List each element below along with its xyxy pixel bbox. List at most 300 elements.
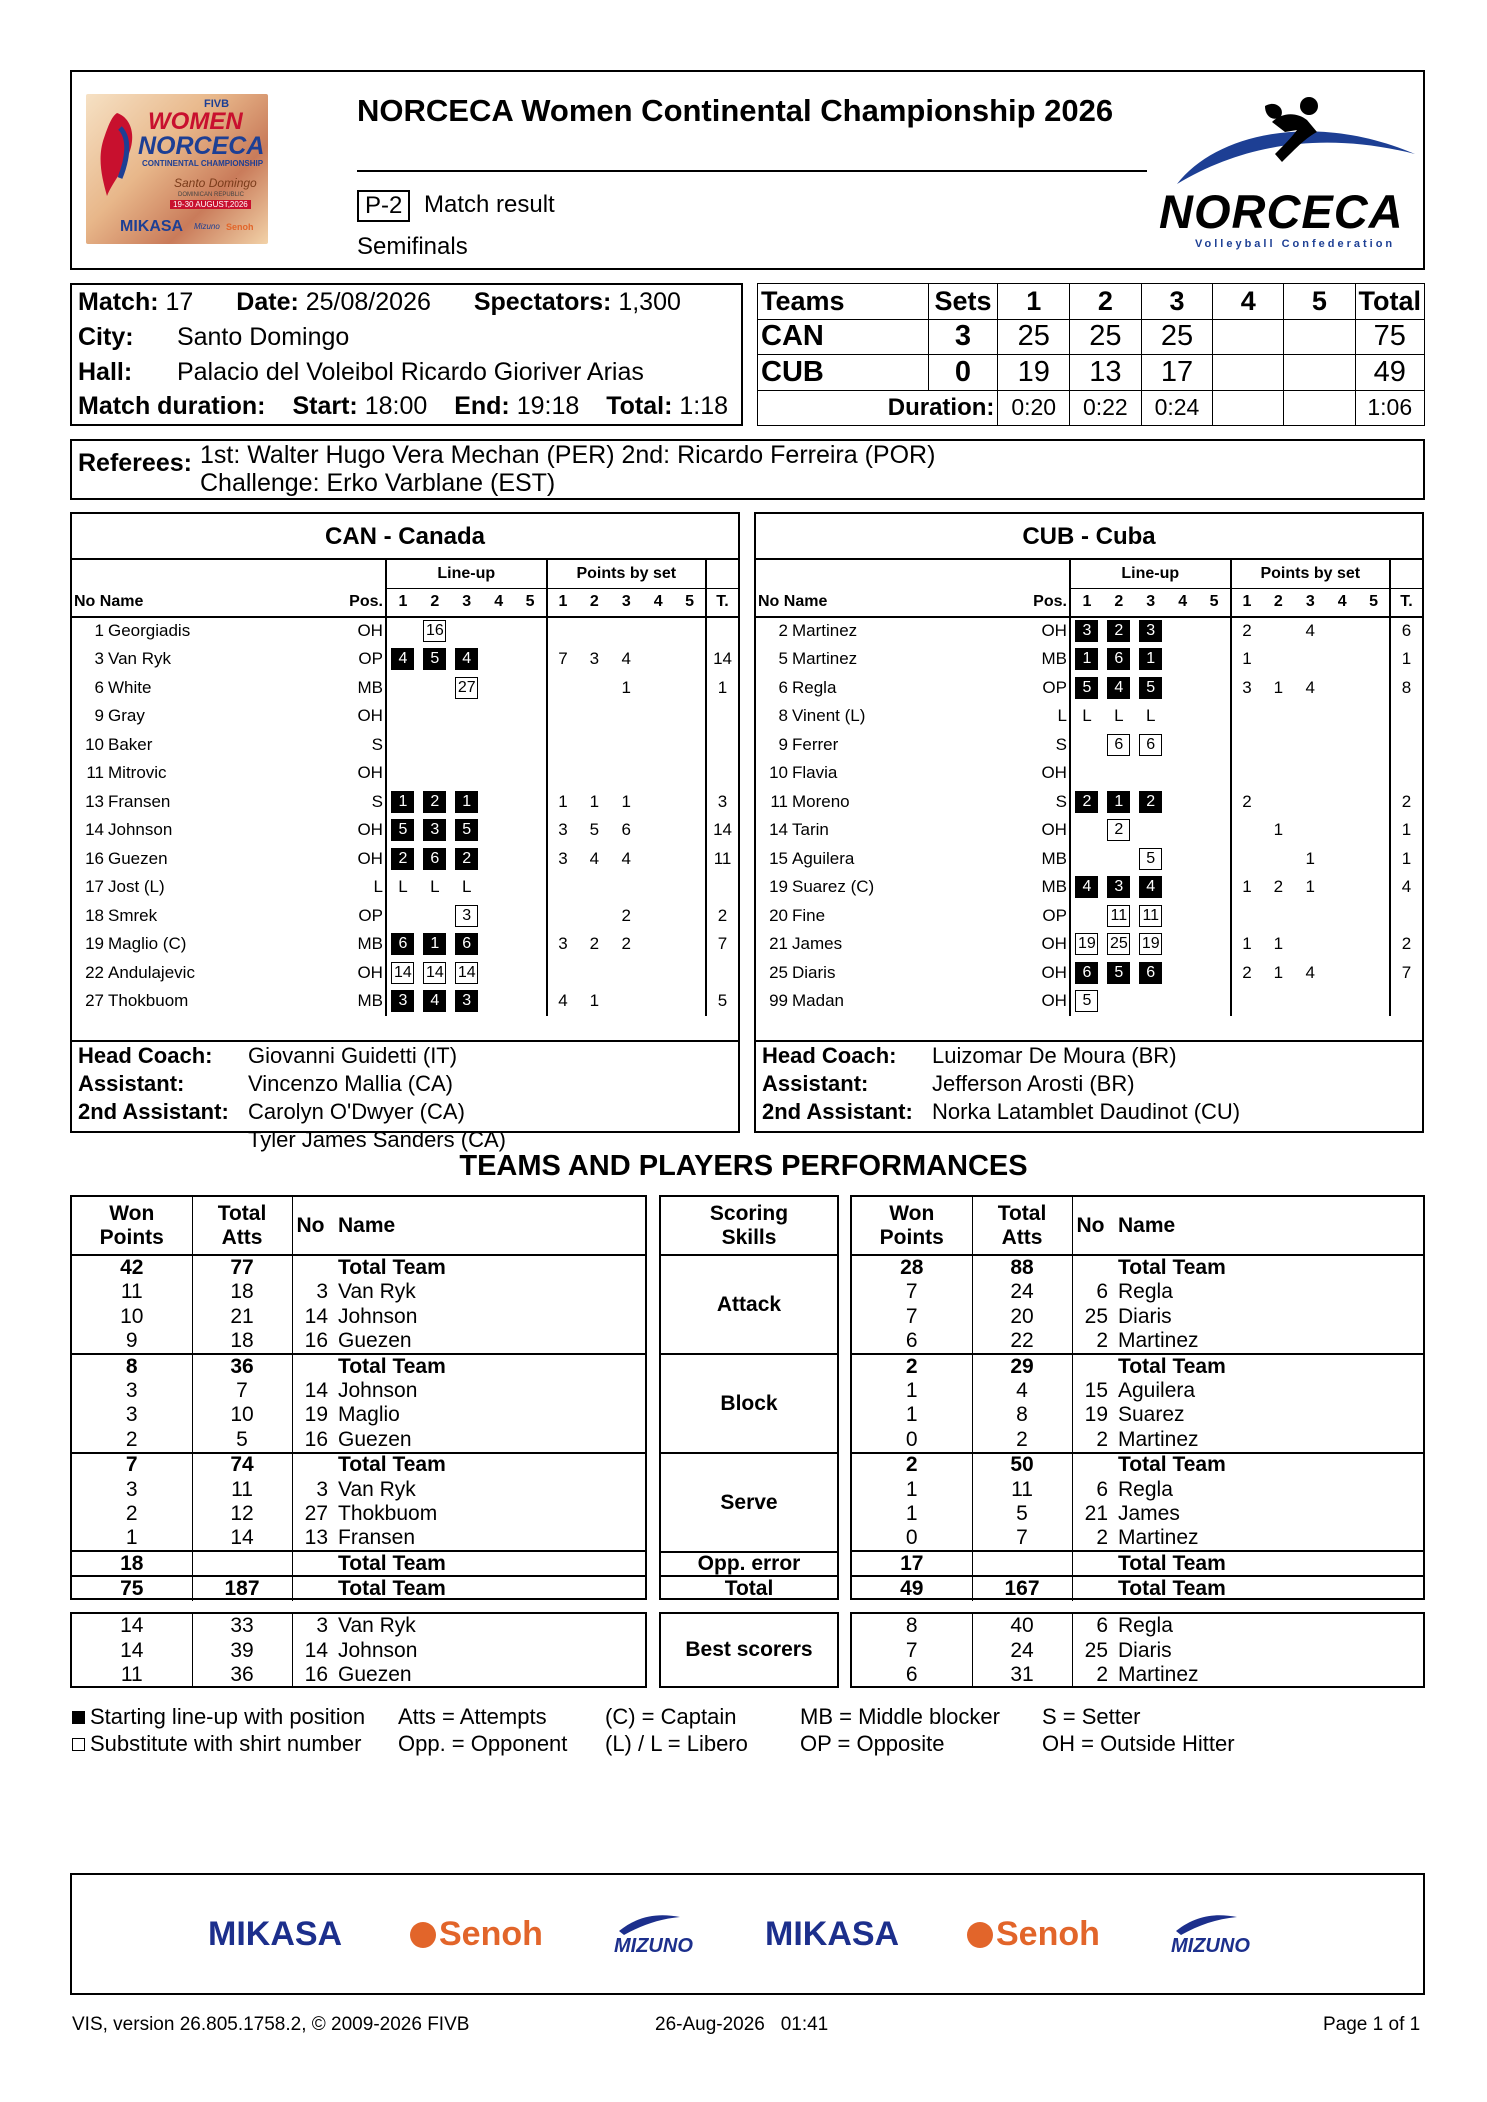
- player-row: [756, 702, 1422, 731]
- lineup-cell: [1103, 845, 1135, 874]
- set-points: [1326, 731, 1358, 760]
- lineup-set-col: 5: [1209, 593, 1219, 610]
- total-atts: 22: [972, 1329, 1072, 1354]
- player-name: Johnson: [108, 820, 173, 840]
- starting-position-badge: 2: [391, 848, 414, 870]
- player-row: [756, 987, 1422, 1016]
- lineup-cell: [451, 959, 483, 988]
- set-duration: [1213, 390, 1284, 426]
- player-number: 99: [769, 991, 788, 1011]
- set-points: [642, 674, 674, 703]
- player-name: James: [1118, 1502, 1180, 1526]
- player-number: 15: [1084, 1378, 1108, 1402]
- substitute-badge: 2: [1107, 819, 1130, 841]
- won-points: 0: [852, 1428, 972, 1453]
- lineup-cell: [1070, 816, 1103, 845]
- starting-position-badge: 6: [391, 933, 414, 955]
- set-points: [642, 731, 674, 760]
- set-points: [1294, 930, 1326, 959]
- player-position: S: [1055, 791, 1067, 811]
- lineup-cell: [1135, 702, 1167, 731]
- total-team-label: Total Team: [338, 1453, 446, 1477]
- player-position: MB: [357, 677, 383, 697]
- lineup-cell: [515, 845, 547, 874]
- player-number: 2: [1096, 1526, 1108, 1550]
- starting-position-badge: 5: [1139, 677, 1162, 699]
- lineup-cell: [1070, 959, 1103, 988]
- lineup-cell: [1135, 816, 1167, 845]
- player-number: [1072, 1576, 1114, 1601]
- set-points: [610, 759, 642, 788]
- norceca-tagline: Volleyball Confederation: [1195, 238, 1396, 250]
- player-name: Aguilera: [1118, 1378, 1196, 1402]
- total-atts: 5: [972, 1502, 1072, 1527]
- starting-position-badge: 3: [1075, 620, 1098, 642]
- starting-position-badge: 5: [455, 819, 478, 841]
- lineup-set-col: 5: [525, 593, 535, 610]
- legend-item: Starting line-up with position: [90, 1704, 366, 1729]
- set-points: 1: [1231, 645, 1263, 674]
- player-position: OH: [357, 820, 383, 840]
- set-points: 1: [1305, 877, 1316, 897]
- set-points: [642, 959, 674, 988]
- set-points: [547, 902, 579, 931]
- starting-position-badge: 1: [1075, 648, 1098, 670]
- lineup-cell: [1070, 930, 1103, 959]
- lineup-cell: [451, 816, 483, 845]
- player-name: Diaris: [1118, 1638, 1172, 1662]
- set-points: 1: [1305, 848, 1316, 868]
- set-points: [578, 959, 610, 988]
- player-position: OH: [1041, 621, 1067, 641]
- lineup-cell: [483, 873, 515, 902]
- lineup-cell: [1103, 930, 1135, 959]
- set-points: [674, 788, 706, 817]
- norceca-logo-text: NORCECA: [1159, 185, 1404, 238]
- substitute-badge: 14: [391, 962, 414, 984]
- won-points: 1: [72, 1527, 192, 1552]
- total-team-label: Total Team: [338, 1354, 446, 1378]
- total-time: 1:18: [679, 392, 729, 420]
- lineup-cell: [1199, 930, 1231, 959]
- set-points: [1326, 873, 1358, 902]
- lineup-cell: [451, 731, 483, 760]
- points-set-col: 2: [1273, 593, 1283, 610]
- sets-col-4: 4: [1213, 284, 1284, 320]
- roster-body: [72, 617, 738, 1016]
- lineup-cell: [1167, 788, 1199, 817]
- roster-group-header: [756, 560, 1422, 588]
- total-points: 8: [1390, 674, 1422, 703]
- set-points: [1262, 645, 1294, 674]
- staff-row: [762, 1070, 1135, 1098]
- player-number: 19: [304, 1403, 328, 1427]
- set-duration: 0:22: [1070, 390, 1142, 426]
- set-points: 2: [1231, 617, 1263, 646]
- lineup-cell: [419, 674, 451, 703]
- lineup-cell: [1103, 788, 1135, 817]
- starting-position-badge: 3: [423, 819, 446, 841]
- skill-attack: Attack: [716, 1292, 782, 1316]
- lineup-cell: [451, 788, 483, 817]
- player-number: 19: [1084, 1403, 1108, 1427]
- total-atts: 31: [972, 1663, 1072, 1688]
- won-points: 8: [852, 1614, 972, 1639]
- lineup-set-col: 1: [386, 588, 419, 617]
- player-row: [72, 759, 738, 788]
- total-team-label: Total Team: [1118, 1255, 1226, 1279]
- player-number: 13: [85, 791, 104, 811]
- mizuno-runbird-icon: [614, 1911, 684, 1935]
- lineup-cell: [386, 645, 419, 674]
- lineup-cell: [1167, 617, 1199, 646]
- starting-position-badge: 2: [455, 848, 478, 870]
- lineup-set-col: 2: [430, 593, 440, 610]
- roster-col-header: [72, 588, 738, 617]
- starting-position-badge: 1: [391, 791, 414, 813]
- player-cell: [756, 959, 1070, 988]
- total-team-label: Total Team: [1118, 1453, 1226, 1477]
- lineup-cell: [483, 930, 515, 959]
- set-points: [1326, 902, 1358, 931]
- skill-serve: Serve: [720, 1490, 778, 1514]
- lineup-cell: [1135, 674, 1167, 703]
- set-points: 1: [1231, 873, 1263, 902]
- player-position: OH: [1041, 763, 1067, 783]
- sets-score-box: [757, 283, 1425, 426]
- player-row: [756, 788, 1422, 817]
- player-name: Guezen: [338, 1427, 412, 1451]
- substitute-badge: 19: [1075, 933, 1098, 955]
- lineup-cell: [386, 930, 419, 959]
- set-points: [674, 816, 706, 845]
- staff-divider: [72, 1040, 738, 1042]
- set-points: 2: [589, 934, 600, 954]
- set-points: [642, 987, 674, 1016]
- starting-position-badge: 5: [1107, 962, 1130, 984]
- lineup-cell: [386, 759, 419, 788]
- best-scorer-row: [72, 1639, 645, 1664]
- player-row: [756, 959, 1422, 988]
- player-position: OH: [357, 706, 383, 726]
- mizuno-text: MIZUNO: [614, 1935, 693, 1957]
- mikasa-logo: MIKASA: [208, 1915, 343, 1953]
- set-points: [1326, 930, 1358, 959]
- player-number: [292, 1551, 334, 1576]
- perf-row: [72, 1329, 645, 1354]
- lineup-cell: [1070, 759, 1103, 788]
- player-name: Flavia: [792, 763, 838, 783]
- best-scorer-row: [72, 1614, 645, 1639]
- player-position: OH: [357, 962, 383, 982]
- total-points: [706, 617, 738, 646]
- set-score: 25: [1070, 319, 1142, 355]
- lineup-cell: [483, 731, 515, 760]
- lineup-cell: [1199, 788, 1231, 817]
- total-points: [706, 873, 738, 902]
- set-score: [1213, 355, 1284, 391]
- starting-position-badge: 4: [1107, 677, 1130, 699]
- set-points: [578, 731, 610, 760]
- player-name: Fine: [792, 905, 826, 925]
- lineup-cell: [451, 930, 483, 959]
- points-set-col: 2: [589, 593, 599, 610]
- player-position: OH: [1041, 991, 1067, 1011]
- total-atts: 24: [972, 1280, 1072, 1305]
- lineup-cell: [1199, 816, 1231, 845]
- roster-col-header: [756, 588, 1422, 617]
- start-time: 18:00: [364, 392, 428, 420]
- event-title: NORCECA Women Continental Championship 2026: [357, 93, 1114, 128]
- won-points: 2: [72, 1428, 192, 1453]
- perf-table-cub: [852, 1197, 1423, 1601]
- sets-won: 0: [928, 355, 998, 391]
- substitute-badge: 5: [1139, 848, 1162, 870]
- player-name: Van Ryk: [338, 1477, 416, 1501]
- sets-row-cub: [758, 355, 1425, 391]
- player-number: 16: [85, 848, 104, 868]
- total-points: 14: [706, 645, 738, 674]
- player-position: OH: [357, 848, 383, 868]
- points-set-col: 3: [1305, 593, 1315, 610]
- player-cell: [72, 731, 386, 760]
- player-number: 21: [1084, 1502, 1108, 1526]
- sets-col-2: 2: [1070, 284, 1142, 320]
- sets-col-5: 5: [1284, 284, 1355, 320]
- logo-fivb-text: FIVB: [204, 98, 230, 110]
- starting-position-badge: 1: [423, 933, 446, 955]
- lineup-cell: [1135, 645, 1167, 674]
- hall-label: Hall:: [78, 358, 133, 386]
- lineup-cell: [1070, 873, 1103, 902]
- player-number: 17: [85, 877, 104, 897]
- points-set-col: 5: [1369, 593, 1379, 610]
- player-number: 14: [304, 1378, 328, 1402]
- total-points: [706, 731, 738, 760]
- total-points: [706, 702, 738, 731]
- total-atts: 36: [192, 1663, 292, 1688]
- libero-marker: L: [1146, 706, 1156, 726]
- lineup-cell: [419, 930, 451, 959]
- player-name: Martinez: [1118, 1526, 1199, 1550]
- set-points: [547, 873, 579, 902]
- total-atts: 10: [192, 1403, 292, 1428]
- set-points: [578, 873, 610, 902]
- legend-item: Opp. = Opponent: [398, 1731, 568, 1756]
- player-position: OP: [358, 649, 383, 669]
- won-points: 14: [72, 1614, 192, 1639]
- title-divider: [357, 170, 1147, 172]
- won-points: 7: [852, 1280, 972, 1305]
- player-position: S: [371, 734, 383, 754]
- staff-role: Assistant:: [762, 1071, 869, 1096]
- set-points: [1262, 731, 1294, 760]
- set-points: [1358, 930, 1390, 959]
- player-name: Madan: [792, 991, 844, 1011]
- total-atts: 21: [192, 1304, 292, 1329]
- set-points: [1326, 645, 1358, 674]
- starting-position-badge: 5: [1075, 677, 1098, 699]
- player-name: Guezen: [108, 848, 168, 868]
- starting-position-badge: 5: [423, 648, 446, 670]
- total-atts: [192, 1551, 292, 1576]
- perf-row: [72, 1527, 645, 1552]
- player-number: 1: [94, 621, 104, 641]
- substitute-badge: 14: [423, 962, 446, 984]
- perf-body: [852, 1255, 1423, 1601]
- lineup-cell: [515, 674, 547, 703]
- player-row: [756, 759, 1422, 788]
- team-title: CUB - Cuba: [756, 514, 1422, 560]
- set-duration: [1284, 390, 1355, 426]
- set-points: [578, 674, 610, 703]
- player-row: [756, 617, 1422, 646]
- name-header: Name: [1118, 1213, 1176, 1237]
- lineup-cell: [1199, 987, 1231, 1016]
- player-number: 11: [86, 763, 104, 783]
- lineup-cell: [1070, 987, 1103, 1016]
- team-code: CUB: [758, 355, 929, 391]
- starting-position-badge: 2: [1107, 620, 1130, 642]
- pos-header: Pos.: [1033, 592, 1067, 610]
- perf-row: [852, 1527, 1423, 1552]
- set-points: [642, 930, 674, 959]
- perf-row: [852, 1576, 1423, 1601]
- total-score: 75: [1355, 319, 1425, 355]
- set-points: [674, 702, 706, 731]
- header-box: [70, 70, 1425, 270]
- player-position: MB: [357, 991, 383, 1011]
- lineup-cell: [1070, 674, 1103, 703]
- lineup-cell: [1167, 873, 1199, 902]
- set-points: 1: [621, 791, 632, 811]
- player-name: Andulajevic: [108, 962, 195, 982]
- mizuno-logo: [1171, 1911, 1250, 1958]
- lineup-cell: [1070, 788, 1103, 817]
- player-row: [72, 845, 738, 874]
- player-number: 14: [85, 820, 104, 840]
- mikasa-logo: MIKASA: [765, 1915, 900, 1953]
- set-points: [674, 759, 706, 788]
- set-points: [1326, 816, 1358, 845]
- player-cell: [756, 788, 1070, 817]
- set-points: 4: [621, 649, 632, 669]
- points-total-col: T.: [1390, 588, 1422, 617]
- lineup-cell: [515, 987, 547, 1016]
- lineup-cell: [386, 845, 419, 874]
- lineup-cell: [483, 959, 515, 988]
- player-cell: [72, 816, 386, 845]
- player-position: MB: [1041, 877, 1067, 897]
- set-points: 2: [621, 934, 632, 954]
- player-number: [292, 1255, 334, 1280]
- sets-col-1: 1: [998, 284, 1070, 320]
- perf-row: [72, 1502, 645, 1527]
- lineup-cell: [1135, 731, 1167, 760]
- skill-block: Block: [720, 1391, 778, 1415]
- set-points: [547, 617, 579, 646]
- player-name: Regla: [792, 677, 837, 697]
- player-position: L: [373, 877, 383, 897]
- end-time: 19:18: [516, 392, 580, 420]
- won-points: 2: [72, 1502, 192, 1527]
- won-points: 11: [72, 1663, 192, 1688]
- points-by-set-header: Points by set: [1231, 560, 1391, 588]
- player-cell: [756, 873, 1070, 902]
- total-team-label: Total Team: [338, 1551, 446, 1575]
- lineup-cell: [1135, 788, 1167, 817]
- won-points: 3: [72, 1403, 192, 1428]
- player-name: Diaris: [792, 962, 836, 982]
- best-scorers-can: [70, 1612, 647, 1688]
- lineup-cell: [451, 873, 483, 902]
- total-points: 4: [1390, 873, 1422, 902]
- perf-row: [852, 1354, 1423, 1379]
- perf-row: [852, 1403, 1423, 1428]
- perf-box-cub: [850, 1195, 1425, 1600]
- lineup-cell: [1070, 845, 1103, 874]
- norceca-logo: [1157, 92, 1417, 252]
- senoh-text: Senoh: [439, 1915, 543, 1953]
- set-points: 1: [1273, 677, 1284, 697]
- player-name: Johnson: [338, 1638, 418, 1662]
- starting-position-badge: 2: [1075, 791, 1098, 813]
- set-points: [1262, 617, 1294, 646]
- player-number: 8: [778, 706, 788, 726]
- player-name: Baker: [108, 734, 153, 754]
- best-scorers-label: Best scorers: [685, 1638, 813, 1661]
- total-atts: 5: [192, 1428, 292, 1453]
- total-atts: 7: [972, 1527, 1072, 1552]
- player-position: OP: [1042, 905, 1067, 925]
- set-points: [610, 959, 642, 988]
- perf-header-row: [852, 1197, 1423, 1255]
- duration-row-label: Duration:: [758, 390, 998, 426]
- lineup-cell: [451, 702, 483, 731]
- player-number: 2: [1096, 1328, 1108, 1352]
- player-name: Maglio (C): [108, 934, 187, 954]
- set-points: [610, 873, 642, 902]
- set-points: [1231, 731, 1263, 760]
- set-points: [1231, 702, 1263, 731]
- starting-position-badge: 4: [1075, 876, 1098, 898]
- starting-position-badge: 1: [455, 791, 478, 813]
- staff-divider: [756, 1040, 1422, 1042]
- lineup-cell: [1135, 759, 1167, 788]
- player-name: Van Ryk: [338, 1614, 416, 1638]
- lineup-cell: [386, 731, 419, 760]
- won-points: 7: [852, 1304, 972, 1329]
- lineup-cell: [1103, 617, 1135, 646]
- legend-item: Atts = Attempts: [398, 1704, 547, 1729]
- set-points: [674, 873, 706, 902]
- lineup-cell: [451, 845, 483, 874]
- points-header: Points: [879, 1225, 944, 1249]
- total-atts: [972, 1551, 1072, 1576]
- player-number: 13: [304, 1526, 328, 1550]
- set-points: [547, 702, 579, 731]
- sets-row-can: [758, 319, 1425, 355]
- set-points: 3: [547, 930, 579, 959]
- set-points: [674, 845, 706, 874]
- total-atts: 4: [972, 1378, 1072, 1403]
- set-score: [1284, 319, 1355, 355]
- skill-total: Total: [724, 1576, 774, 1600]
- set-points: [1326, 959, 1358, 988]
- points-header: Points: [99, 1225, 164, 1249]
- lineup-cell: [419, 816, 451, 845]
- won-points: 3: [72, 1477, 192, 1502]
